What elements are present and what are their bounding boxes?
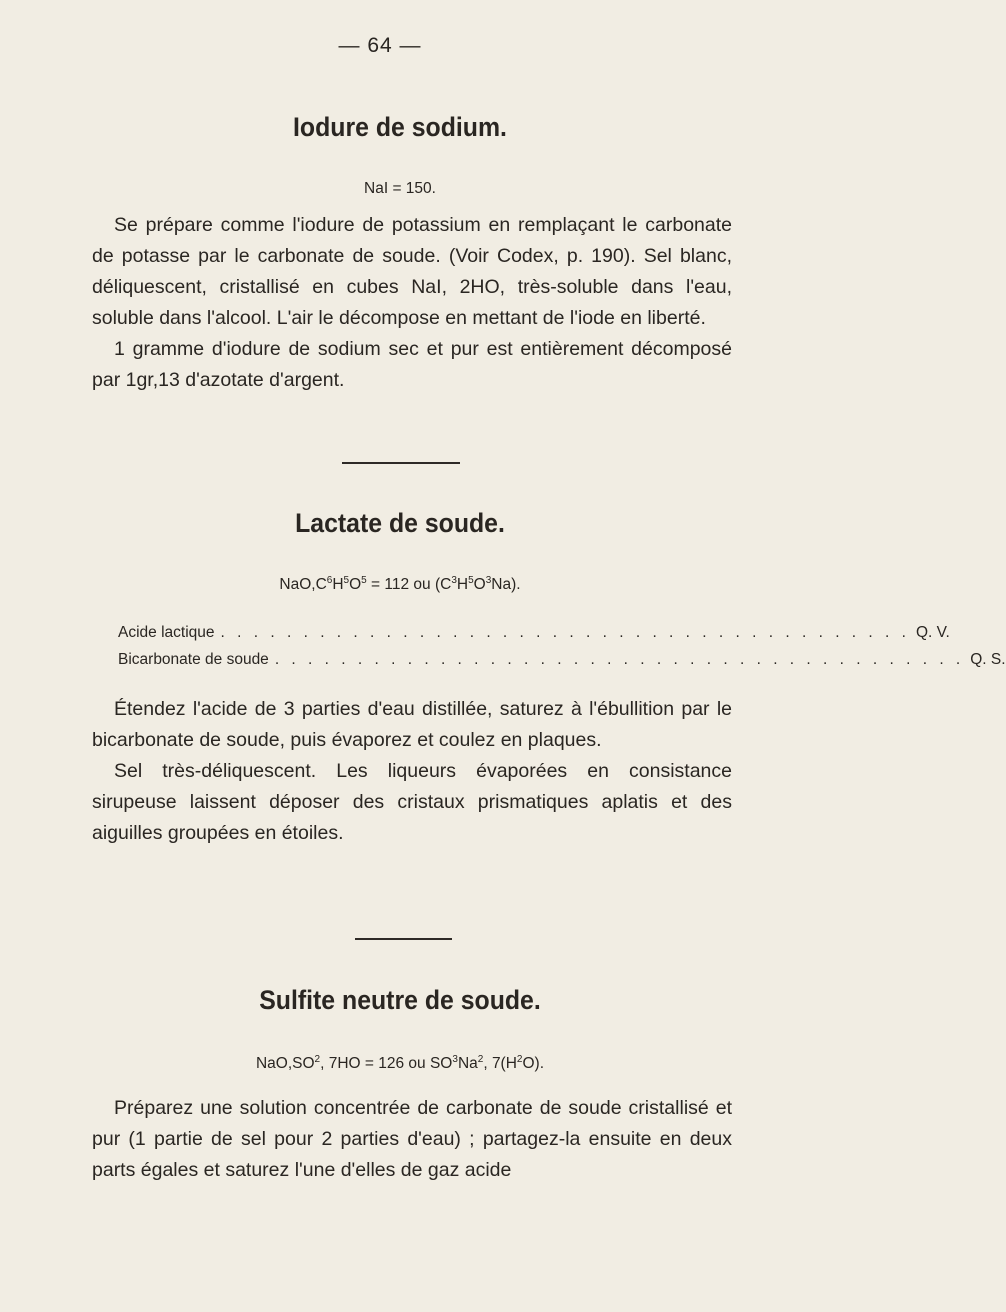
section-divider [342,462,460,464]
leader-dots: . . . . . . . . . . . . . . . . . . . . . . . . . . . . . . . . . . . . . . . . . . [220,624,910,641]
paragraph: Se prépare comme l'iodure de potassium en remplaçant le carbonate de potasse par le carbonate de soude. (Voir Codex, p. 190). Sel blanc, déliquescent, cristallisé en cubes NaI, 2HO, très-soluble dans l'eau, soluble dans l'alcool. L'air le décompose en mettant de l'iode en liberté. [92,214,732,329]
paragraph-block-sulfite [92,1093,732,1186]
section-title-sulfite: Sulfite neutre de soude. [259,985,541,1015]
formula-sulfite: $NaO,SO^2$, 7HO = 126 ou $SO^3Na^2$, $7(H^2O)$. [255,1054,545,1073]
ingredient-quantity: Q. S. [970,651,1006,668]
ingredient-row [118,651,1006,669]
section-title-iodure: Iodure de sodium. [293,112,507,142]
paragraph-block-lactate [92,694,732,849]
paragraph: Étendez l'acide de 3 parties d'eau distillée, saturez à l'ébullition par le bicarbonate de soude, puis évaporez et coulez en plaques. [92,698,732,751]
leader-dots: . . . . . . . . . . . . . . . . . . . . . . . . . . . . . . . . . . . . . . . . . . [274,651,965,668]
page-number: — 64 — [338,34,422,57]
ingredient-name: Bicarbonate de soude [118,651,269,668]
formula-iodure: NaI = 150. [364,180,436,197]
paragraph: 1 gramme d'iodure de sodium sec et pur est entièrement décomposé par 1gr,13 d'azotate d'argent. [92,338,732,391]
paragraph: Sel très-déliquescent. Les liqueurs évaporées en consistance sirupeuse laissent déposer des cristaux prismatiques aplatis et des aiguilles groupées en étoiles. [92,760,732,844]
ingredient-name: Acide lactique [118,624,215,641]
formula-lactate: $NaO,C^6H^5O^5 = 112$ ou $(C^3H^5O^3Na)$. [279,575,521,594]
paragraph-block-iodure [92,210,732,396]
ingredient-row [118,624,950,642]
section-title-lactate: Lactate de soude. [295,508,505,538]
section-divider [355,938,452,940]
ingredient-quantity: Q. V. [915,624,950,641]
paragraph: Préparez une solution concentrée de carbonate de soude cristallisé et pur (1 partie de sel pour 2 parties d'eau) ; partagez-la ensuite en deux parts égales et saturez l'une d'elles de gaz acide [92,1097,732,1181]
